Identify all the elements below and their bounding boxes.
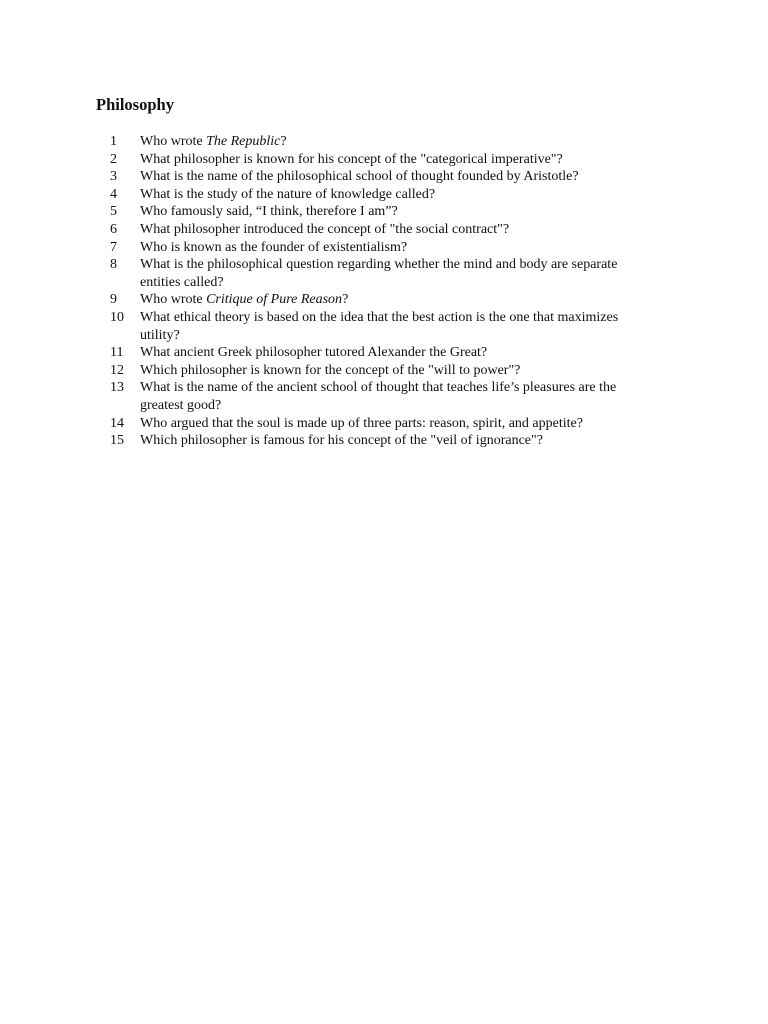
question-item xyxy=(96,309,656,344)
question-number: 5 xyxy=(110,204,117,220)
question-item xyxy=(96,221,656,239)
question-text: What philosopher is known for his concept of the "categorical imperative"? xyxy=(140,151,563,167)
page-title: Philosophy xyxy=(96,95,174,114)
question-number: 10 xyxy=(110,309,124,325)
question-number: 7 xyxy=(110,239,117,255)
question-item xyxy=(96,239,656,257)
question-item xyxy=(96,151,656,169)
question-number: 4 xyxy=(110,186,117,202)
italic-title: Critique of Pure Reason xyxy=(206,292,343,308)
question-text: Which philosopher is famous for his concept of the "veil of ignorance"? xyxy=(140,433,543,449)
question-item xyxy=(96,344,656,362)
question-text: What is the study of the nature of knowledge called? xyxy=(140,186,436,202)
question-item xyxy=(96,186,656,204)
question-number: 1 xyxy=(110,134,117,149)
question-number: 14 xyxy=(110,415,124,431)
question-text: What ancient Greek philosopher tutored Alexander the Great? xyxy=(140,345,488,361)
question-number: 9 xyxy=(110,292,117,308)
question-item xyxy=(96,168,656,186)
question-text: What philosopher introduced the concept of "the social contract"? xyxy=(140,221,510,237)
question-text: What ethical theory is based on the idea that the best action is the one that maximizes utility? xyxy=(140,309,619,343)
question-text: Who wrote The Republic? xyxy=(140,134,287,149)
question-text: What is the name of the philosophical school of thought founded by Aristotle? xyxy=(140,169,579,185)
question-number: 12 xyxy=(110,362,124,378)
question-item xyxy=(96,256,656,291)
question-number: 2 xyxy=(110,151,117,167)
question-text: Who argued that the soul is made up of three parts: reason, spirit, and appetite? xyxy=(140,415,583,431)
question-number: 3 xyxy=(110,169,117,185)
question-number: 11 xyxy=(110,345,124,361)
italic-title: The Republic xyxy=(206,134,281,149)
question-text: Who wrote Critique of Pure Reason? xyxy=(140,292,349,308)
question-list xyxy=(96,133,656,450)
question-text: Who is known as the founder of existentialism? xyxy=(140,239,408,255)
question-item xyxy=(96,203,656,221)
question-item xyxy=(96,432,656,450)
question-text: Which philosopher is known for the concept of the "will to power"? xyxy=(140,362,521,378)
question-item xyxy=(96,362,656,380)
question-number: 15 xyxy=(110,433,124,449)
question-text: What is the name of the ancient school of thought that teaches life’s pleasures are the greatest good? xyxy=(140,380,617,413)
question-item xyxy=(96,379,656,414)
question-item xyxy=(96,291,656,309)
question-text: Who famously said, “I think, therefore I am”? xyxy=(140,204,398,220)
question-text: What is the philosophical question regarding whether the mind and body are separate entities called? xyxy=(140,257,618,290)
question-item xyxy=(96,133,656,151)
question-number: 6 xyxy=(110,221,117,237)
question-number: 13 xyxy=(110,380,124,396)
question-number: 8 xyxy=(110,257,117,273)
question-item xyxy=(96,415,656,433)
